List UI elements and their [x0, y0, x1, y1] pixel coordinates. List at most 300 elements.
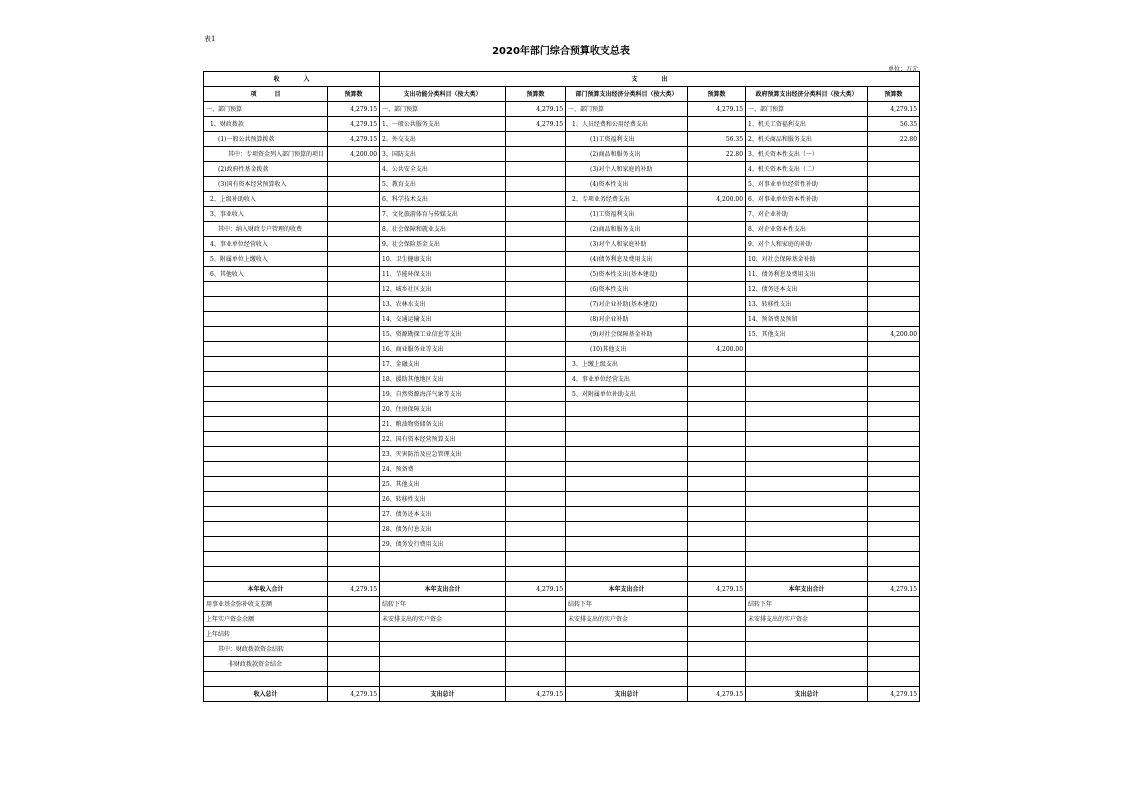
- table-row: [204, 357, 920, 372]
- func-item-cell: 4、公共安全支出: [380, 162, 506, 177]
- dept-value-cell: 22.80: [688, 147, 746, 162]
- dept-item-cell: (8)对企业补助: [566, 312, 688, 327]
- extra-income-value: [328, 672, 380, 687]
- income-value-cell: [328, 522, 380, 537]
- extra-expense-cell: [380, 672, 506, 687]
- income-value-cell: [328, 342, 380, 357]
- gov-value-cell: 56.35: [868, 117, 920, 132]
- gov-value-cell: [868, 342, 920, 357]
- func-item-cell: 26、转移性支出: [380, 492, 506, 507]
- income-grand-total-value: 4,279.15: [328, 687, 380, 702]
- expense-year-total-label: 本年支出合计: [566, 582, 688, 597]
- dept-value-cell: [688, 222, 746, 237]
- expense-grand-total-value: 4,279.15: [688, 687, 746, 702]
- extra-income-value: [328, 657, 380, 672]
- header-row-group: [204, 72, 920, 87]
- table-number-label: 表1: [204, 35, 216, 43]
- expense-grand-total-label: 支出总计: [746, 687, 868, 702]
- gov-value-cell: [868, 252, 920, 267]
- income-value-cell: [328, 402, 380, 417]
- extra-income-value: [328, 612, 380, 627]
- dept-item-cell: (3)对个人和家庭补助: [566, 237, 688, 252]
- dept-value-cell: [688, 492, 746, 507]
- extra-expense-value: [688, 627, 746, 642]
- gov-item-cell: 6、对事业单位资本性补助: [746, 192, 868, 207]
- extra-expense-cell: 未安排支出的实户资金: [380, 612, 506, 627]
- func-item-cell: 22、国有资本经营预算支出: [380, 432, 506, 447]
- extra-expense-cell: [566, 672, 688, 687]
- gov-item-cell: 9、对个人和家庭的补助: [746, 237, 868, 252]
- table-row: [204, 267, 920, 282]
- expense-year-total-value: 4,279.15: [506, 582, 566, 597]
- dept-item-cell: [566, 552, 688, 567]
- income-item-cell: [204, 417, 328, 432]
- budget-table: [203, 71, 920, 702]
- func-item-cell: 28、债务付息支出: [380, 522, 506, 537]
- func-value-cell: [506, 147, 566, 162]
- income-item-cell: 一、部门预算: [204, 102, 328, 117]
- col-dept-econ-header: 部门预算支出经济分类科目（按大类）: [566, 87, 688, 102]
- dept-value-cell: [688, 432, 746, 447]
- col-func-header: 支出功能分类科目（按大类）: [380, 87, 506, 102]
- func-item-cell: 2、外交支出: [380, 132, 506, 147]
- income-value-cell: [328, 537, 380, 552]
- extra-expense-cell: 结转下年: [566, 597, 688, 612]
- dept-value-cell: [688, 372, 746, 387]
- grand-total-row: [204, 687, 920, 702]
- income-value-cell: [328, 282, 380, 297]
- func-value-cell: [506, 162, 566, 177]
- dept-item-cell: [566, 432, 688, 447]
- dept-item-cell: 1、人员经费和公用经费支出: [566, 117, 688, 132]
- expense-grand-total-label: 支出总计: [566, 687, 688, 702]
- income-value-cell: [328, 162, 380, 177]
- gov-value-cell: 4,200.00: [868, 327, 920, 342]
- func-item-cell: 17、金融支出: [380, 357, 506, 372]
- gov-value-cell: [868, 432, 920, 447]
- dept-value-cell: [688, 177, 746, 192]
- table-row: [204, 237, 920, 252]
- func-item-cell: 29、债务发行费用支出: [380, 537, 506, 552]
- income-value-cell: [328, 357, 380, 372]
- dept-value-cell: [688, 537, 746, 552]
- income-item-cell: 5、附属单位上缴收入: [204, 252, 328, 267]
- income-item-cell: [204, 327, 328, 342]
- gov-item-cell: 7、对企业补助: [746, 207, 868, 222]
- gov-item-cell: [746, 462, 868, 477]
- income-item-cell: [204, 537, 328, 552]
- extra-expense-value: [868, 672, 920, 687]
- income-value-cell: [328, 267, 380, 282]
- gov-value-cell: [868, 462, 920, 477]
- dept-value-cell: [688, 267, 746, 282]
- income-item-cell: [204, 342, 328, 357]
- income-value-cell: [328, 552, 380, 567]
- income-value-cell: [328, 207, 380, 222]
- func-item-cell: 20、住房保障支出: [380, 402, 506, 417]
- gov-value-cell: [868, 312, 920, 327]
- table-row: [204, 102, 920, 117]
- table-row: [204, 537, 920, 552]
- table-row: [204, 417, 920, 432]
- income-item-cell: [204, 477, 328, 492]
- dept-item-cell: 一、部门预算: [566, 102, 688, 117]
- extra-expense-cell: [380, 642, 506, 657]
- dept-item-cell: (4)资本性支出: [566, 177, 688, 192]
- expense-grand-total-label: 支出总计: [380, 687, 506, 702]
- income-year-total-label: 本年收入合计: [204, 582, 328, 597]
- extra-expense-value: [506, 657, 566, 672]
- income-value-cell: [328, 327, 380, 342]
- table-row: [204, 297, 920, 312]
- func-item-cell: 9、社会保险基金支出: [380, 237, 506, 252]
- table-row: [204, 117, 920, 132]
- dept-item-cell: 2、专项业务经费支出: [566, 192, 688, 207]
- func-value-cell: [506, 492, 566, 507]
- func-item-cell: 10、卫生健康支出: [380, 252, 506, 267]
- income-item-cell: (3)国有资本经营预算收入: [204, 177, 328, 192]
- func-item-cell: 15、资源勘探工业信息等支出: [380, 327, 506, 342]
- income-item-cell: 2、上级补助收入: [204, 192, 328, 207]
- income-value-cell: [328, 417, 380, 432]
- gov-value-cell: [868, 177, 920, 192]
- func-item-cell: 14、交通运输支出: [380, 312, 506, 327]
- func-item-cell: 6、科学技术支出: [380, 192, 506, 207]
- table-row: [204, 372, 920, 387]
- dept-value-cell: [688, 387, 746, 402]
- table-row: [204, 447, 920, 462]
- func-item-cell: 24、预备费: [380, 462, 506, 477]
- func-item-cell: 8、社会保障和就业支出: [380, 222, 506, 237]
- income-value-cell: [328, 222, 380, 237]
- dept-item-cell: (1)工资福利支出: [566, 207, 688, 222]
- func-item-cell: 23、灾害防治及应急管理支出: [380, 447, 506, 462]
- func-value-cell: [506, 372, 566, 387]
- income-item-cell: [204, 507, 328, 522]
- col-budget-header: 预算数: [688, 87, 746, 102]
- extra-income-value: [328, 627, 380, 642]
- extra-expense-cell: [746, 657, 868, 672]
- income-item-cell: [204, 567, 328, 582]
- income-value-cell: [328, 477, 380, 492]
- col-budget-header: 预算数: [868, 87, 920, 102]
- income-item-cell: [204, 387, 328, 402]
- func-item-cell: 19、自然资源海洋气象等支出: [380, 387, 506, 402]
- dept-item-cell: [566, 522, 688, 537]
- table-row: [204, 252, 920, 267]
- gov-item-cell: 4、机关资本性支出（二）: [746, 162, 868, 177]
- func-value-cell: [506, 417, 566, 432]
- dept-item-cell: [566, 537, 688, 552]
- gov-item-cell: [746, 432, 868, 447]
- dept-value-cell: 4,200.00: [688, 192, 746, 207]
- table-row: [204, 192, 920, 207]
- dept-item-cell: [566, 417, 688, 432]
- gov-item-cell: [746, 507, 868, 522]
- func-value-cell: [506, 462, 566, 477]
- dept-value-cell: [688, 252, 746, 267]
- income-item-cell: 4、事业单位经营收入: [204, 237, 328, 252]
- extra-expense-cell: [380, 627, 506, 642]
- func-value-cell: [506, 327, 566, 342]
- func-item-cell: 21、粮油物资储备支出: [380, 417, 506, 432]
- func-item-cell: 一、部门预算: [380, 102, 506, 117]
- income-year-total-value: 4,279.15: [328, 582, 380, 597]
- extra-expense-value: [868, 657, 920, 672]
- income-value-cell: 4,279.15: [328, 117, 380, 132]
- table-row: [204, 312, 920, 327]
- extra-expense-cell: 未安排支出的实户资金: [566, 612, 688, 627]
- func-value-cell: [506, 252, 566, 267]
- dept-value-cell: [688, 327, 746, 342]
- gov-value-cell: [868, 237, 920, 252]
- gov-item-cell: 3、机关资本性支出（一）: [746, 147, 868, 162]
- dept-item-cell: (3)对个人和家庭的补助: [566, 162, 688, 177]
- gov-item-cell: 12、债务还本支出: [746, 282, 868, 297]
- func-value-cell: [506, 282, 566, 297]
- extra-income-value: [328, 642, 380, 657]
- gov-value-cell: [868, 492, 920, 507]
- extra-expense-value: [506, 627, 566, 642]
- extra-income-cell: 用事业基金弥补收支差额: [204, 597, 328, 612]
- func-value-cell: 4,279.15: [506, 102, 566, 117]
- extra-expense-value: [688, 612, 746, 627]
- func-value-cell: 4,279.15: [506, 117, 566, 132]
- dept-item-cell: (10)其他支出: [566, 342, 688, 357]
- income-value-cell: [328, 507, 380, 522]
- gov-item-cell: 15、其他支出: [746, 327, 868, 342]
- func-value-cell: [506, 387, 566, 402]
- extra-income-cell: 其中：财政拨款资金结转: [204, 642, 328, 657]
- gov-value-cell: [868, 222, 920, 237]
- func-item-cell: 27、债务还本支出: [380, 507, 506, 522]
- dept-item-cell: (1)工资福利支出: [566, 132, 688, 147]
- income-value-cell: [328, 177, 380, 192]
- income-item-cell: [204, 552, 328, 567]
- income-group-header: 收 入: [204, 72, 380, 87]
- table-row: [204, 462, 920, 477]
- func-item-cell: 12、城乡社区支出: [380, 282, 506, 297]
- income-value-cell: 4,279.15: [328, 102, 380, 117]
- gov-item-cell: [746, 417, 868, 432]
- extra-expense-cell: [566, 627, 688, 642]
- income-item-cell: 其中：专项资金列入部门预算的项目: [204, 147, 328, 162]
- expense-year-total-label: 本年支出合计: [746, 582, 868, 597]
- func-item-cell: 7、文化旅游体育与传媒支出: [380, 207, 506, 222]
- dept-item-cell: (2)商品和服务支出: [566, 222, 688, 237]
- gov-item-cell: 一、部门预算: [746, 102, 868, 117]
- table-row: [204, 522, 920, 537]
- income-value-cell: [328, 192, 380, 207]
- year-total-row: [204, 582, 920, 597]
- income-item-cell: [204, 297, 328, 312]
- dept-item-cell: (4)债务利息及费用支出: [566, 252, 688, 267]
- extra-expense-value: [868, 597, 920, 612]
- gov-value-cell: [868, 147, 920, 162]
- gov-value-cell: [868, 567, 920, 582]
- income-item-cell: [204, 462, 328, 477]
- table-row: [204, 327, 920, 342]
- extra-expense-value: [868, 627, 920, 642]
- func-value-cell: [506, 132, 566, 147]
- dept-value-cell: [688, 402, 746, 417]
- table-row: [204, 552, 920, 567]
- income-value-cell: [328, 237, 380, 252]
- col-budget-header: 预算数: [506, 87, 566, 102]
- gov-item-cell: [746, 447, 868, 462]
- gov-item-cell: 10、对社会保障基金补助: [746, 252, 868, 267]
- extra-expense-cell: 结转下年: [746, 597, 868, 612]
- gov-value-cell: [868, 162, 920, 177]
- gov-item-cell: [746, 477, 868, 492]
- extra-expense-cell: 未安排支出的实户资金: [746, 612, 868, 627]
- gov-item-cell: 8、对企业资本性支出: [746, 222, 868, 237]
- gov-value-cell: [868, 507, 920, 522]
- dept-item-cell: 5、对附属单位补助支出: [566, 387, 688, 402]
- dept-value-cell: [688, 117, 746, 132]
- func-item-cell: 3、国防支出: [380, 147, 506, 162]
- dept-value-cell: [688, 522, 746, 537]
- income-value-cell: [328, 252, 380, 267]
- func-value-cell: [506, 267, 566, 282]
- extra-expense-cell: [380, 657, 506, 672]
- func-item-cell: [380, 552, 506, 567]
- header-row-columns: [204, 87, 920, 102]
- dept-value-cell: [688, 447, 746, 462]
- extra-expense-cell: [746, 642, 868, 657]
- gov-value-cell: [868, 387, 920, 402]
- dept-item-cell: [566, 447, 688, 462]
- dept-item-cell: 3、上缴上级支出: [566, 357, 688, 372]
- func-value-cell: [506, 297, 566, 312]
- gov-value-cell: 22.80: [868, 132, 920, 147]
- gov-item-cell: 13、转移性支出: [746, 297, 868, 312]
- table-row: [204, 387, 920, 402]
- dept-value-cell: [688, 237, 746, 252]
- gov-value-cell: [868, 522, 920, 537]
- table-row: [204, 612, 920, 627]
- func-value-cell: [506, 357, 566, 372]
- func-value-cell: [506, 192, 566, 207]
- gov-item-cell: 14、预备费及预留: [746, 312, 868, 327]
- func-value-cell: [506, 507, 566, 522]
- func-value-cell: [506, 222, 566, 237]
- table-row: [204, 567, 920, 582]
- income-item-cell: [204, 372, 328, 387]
- dept-value-cell: [688, 462, 746, 477]
- func-value-cell: [506, 207, 566, 222]
- income-value-cell: 4,279.15: [328, 132, 380, 147]
- gov-item-cell: [746, 402, 868, 417]
- table-row: [204, 507, 920, 522]
- func-value-cell: [506, 522, 566, 537]
- gov-value-cell: [868, 477, 920, 492]
- table-row: [204, 492, 920, 507]
- gov-item-cell: [746, 492, 868, 507]
- expense-year-total-value: 4,279.15: [688, 582, 746, 597]
- dept-item-cell: (7)对企业补助(基本建设): [566, 297, 688, 312]
- table-row: [204, 147, 920, 162]
- func-value-cell: [506, 402, 566, 417]
- table-row: [204, 672, 920, 687]
- gov-value-cell: [868, 267, 920, 282]
- income-grand-total-label: 收入总计: [204, 687, 328, 702]
- income-item-cell: [204, 522, 328, 537]
- income-item-cell: [204, 447, 328, 462]
- extra-expense-value: [506, 672, 566, 687]
- table-row: [204, 222, 920, 237]
- expense-group-header: 支 出: [380, 72, 920, 87]
- gov-item-cell: [746, 342, 868, 357]
- func-item-cell: 1、一般公共服务支出: [380, 117, 506, 132]
- col-gov-econ-header: 政府预算支出经济分类科目（按大类）: [746, 87, 868, 102]
- dept-item-cell: [566, 462, 688, 477]
- extra-expense-value: [868, 612, 920, 627]
- func-value-cell: [506, 567, 566, 582]
- dept-value-cell: [688, 282, 746, 297]
- extra-expense-cell: 结转下年: [380, 597, 506, 612]
- dept-value-cell: 4,200.00: [688, 342, 746, 357]
- income-value-cell: [328, 312, 380, 327]
- extra-income-cell: 非财政拨款资金结余: [204, 657, 328, 672]
- func-item-cell: 13、农林水支出: [380, 297, 506, 312]
- unit-label: 单位：万元: [887, 66, 918, 73]
- extra-income-cell: 上年结转: [204, 627, 328, 642]
- table-row: [204, 342, 920, 357]
- gov-value-cell: [868, 417, 920, 432]
- dept-item-cell: [566, 477, 688, 492]
- extra-expense-value: [506, 597, 566, 612]
- income-item-cell: [204, 402, 328, 417]
- col-item-header: 项 目: [204, 87, 328, 102]
- income-item-cell: [204, 357, 328, 372]
- income-value-cell: [328, 372, 380, 387]
- income-value-cell: [328, 432, 380, 447]
- gov-value-cell: [868, 447, 920, 462]
- income-value-cell: [328, 567, 380, 582]
- extra-expense-cell: [566, 642, 688, 657]
- gov-item-cell: 5、对事业单位经常性补助: [746, 177, 868, 192]
- table-row: [204, 132, 920, 147]
- gov-value-cell: [868, 207, 920, 222]
- table-row: [204, 177, 920, 192]
- gov-item-cell: [746, 552, 868, 567]
- extra-expense-value: [688, 642, 746, 657]
- gov-value-cell: [868, 282, 920, 297]
- income-item-cell: [204, 282, 328, 297]
- dept-value-cell: [688, 207, 746, 222]
- table-row: [204, 657, 920, 672]
- income-value-cell: [328, 387, 380, 402]
- extra-expense-value: [688, 657, 746, 672]
- extra-income-cell: [204, 672, 328, 687]
- func-item-cell: [380, 567, 506, 582]
- income-value-cell: [328, 297, 380, 312]
- extra-expense-value: [868, 642, 920, 657]
- page-title: 2020年部门综合预算收支总表: [492, 46, 630, 57]
- expense-grand-total-value: 4,279.15: [506, 687, 566, 702]
- income-value-cell: [328, 462, 380, 477]
- extra-income-value: [328, 597, 380, 612]
- dept-item-cell: (6)资本性支出: [566, 282, 688, 297]
- gov-value-cell: [868, 552, 920, 567]
- income-item-cell: 1、财政拨款: [204, 117, 328, 132]
- func-value-cell: [506, 447, 566, 462]
- gov-value-cell: [868, 402, 920, 417]
- income-item-cell: 3、事业收入: [204, 207, 328, 222]
- extra-income-cell: 上年实户资金余额: [204, 612, 328, 627]
- income-item-cell: [204, 432, 328, 447]
